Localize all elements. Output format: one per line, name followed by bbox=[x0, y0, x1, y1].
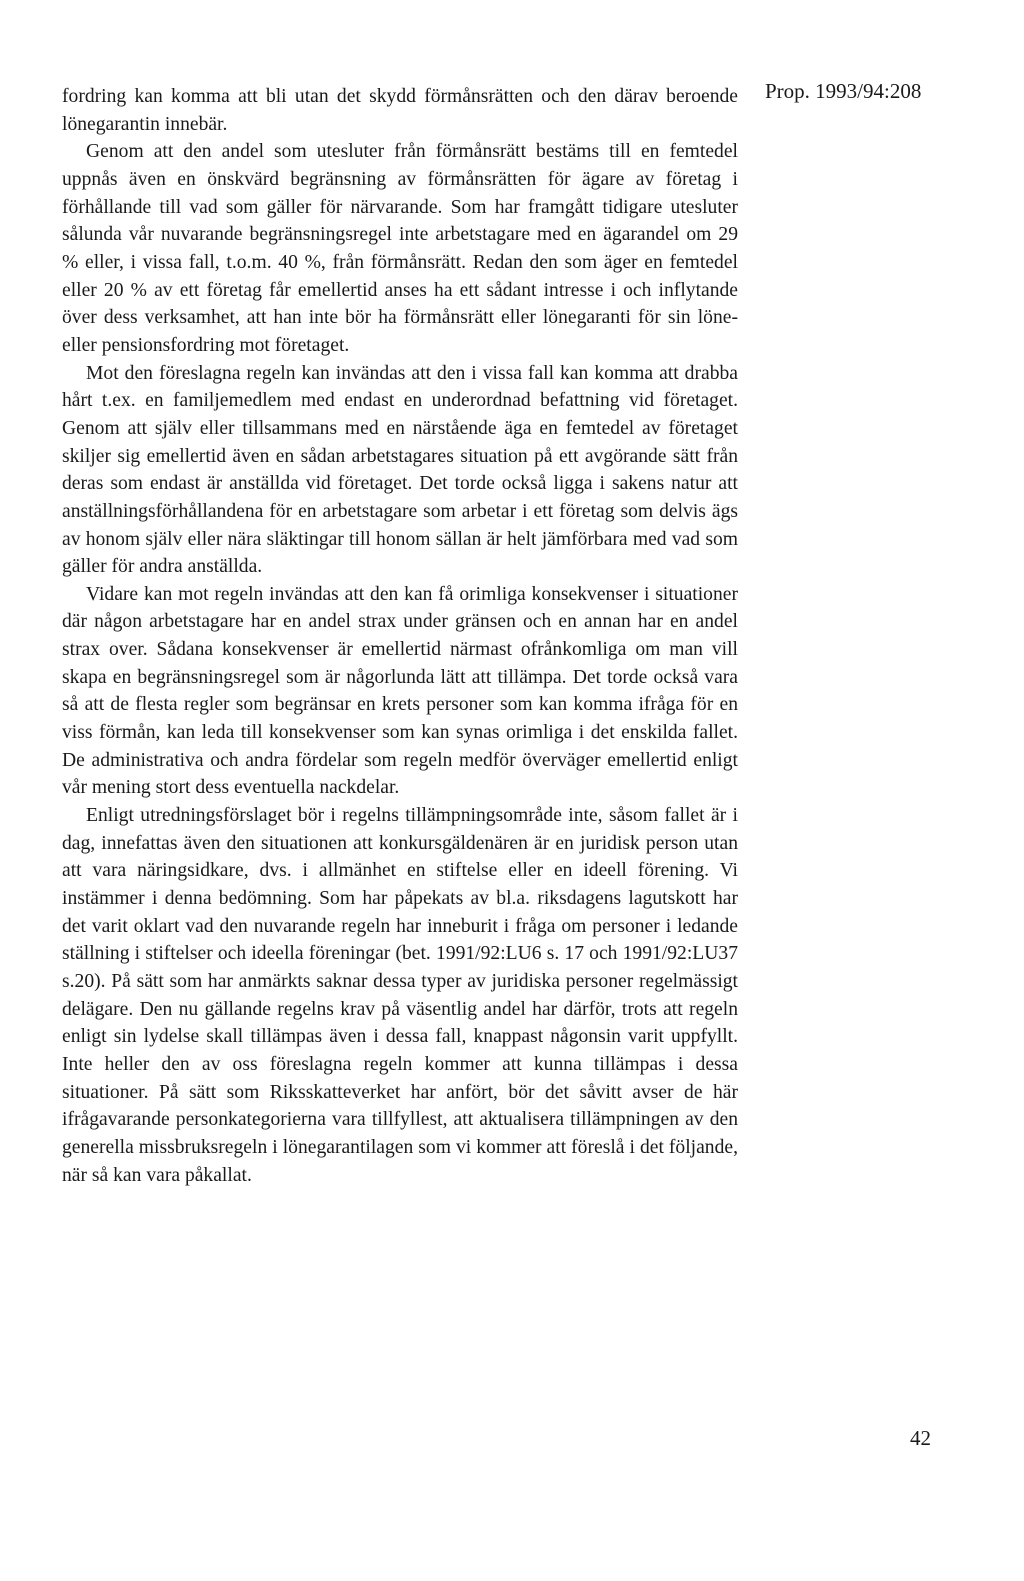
proposition-reference: Prop. 1993/94:208 bbox=[765, 79, 922, 103]
paragraph: Mot den föreslagna regeln kan invändas att den i vissa fall kan komma att drabba hårt t.ex. en familjemedlem med endast en underordnad befattning vid företaget. Genom att själv eller tillsammans med en närstående äga en femtedel av företaget skiljer sig emellertid även en sådan arbetstagares situation på ett avgörande sätt från deras som endast är anställda vid företaget. Det torde också ligga i sakens natur att anställningsförhållandena för en arbetstagare som arbetar i ett företag som delvis ägs av honom själv eller nära släktingar till honom sällan är helt jämförbara med vad som gäller för andra anställda. bbox=[62, 362, 738, 578]
paragraph: Genom att den andel som utesluter från förmånsrätt bestäms till en femtedel uppnås även en önskvärd begränsning av förmånsrätten för ägare av företag i förhållande till vad som gäller för närvarande. Som har framgått tidigare utesluter sålunda vår nuvarande begränsningsregel inte arbetstagare med en ägarandel om 29 % eller, i vissa fall, t.o.m. 40 %, från förmånsrätt. Redan den som äger en femtedel eller 20 % av ett företag får emellertid anses ha ett sådant intresse i och inflytande över dess verksamhet, att han inte bör ha förmånsrätt eller lönegaranti för sin löne- eller pensionsfordring mot företaget. bbox=[62, 141, 738, 356]
body-text bbox=[62, 83, 738, 1189]
paragraph: Enligt utredningsförslaget bör i regelns tillämpningsområde inte, såsom fallet är i dag, innefattas även den situationen att konkursgäldenären är en juridisk person utan att vara näringsidkare, dvs. i allmänhet en stiftelse eller en ideell förening. Vi instämmer i denna bedömning. Som har påpekats av bl.a. riksdagens lagutskott har det varit oklart vad den nuvarande regeln har inneburit i fråga om personer i ledande ställning i stiftelser och ideella föreningar (bet. 1991/92:LU6 s. 17 och 1991/92:LU37 s.20). På sätt som har anmärkts saknar dessa typer av juridiska personer regelmässigt delägare. Den nu gällande regelns krav på väsentlig andel har därför, trots att regeln enligt sin lydelse skall tillämpas även i dessa fall, knappast någonsin varit uppfyllt. Inte heller den av oss föreslagna regeln kommer att kunna tillämpas i dessa situationer. På sätt som Riksskatteverket har anfört, bör det såvitt avser de här ifrågavarande personkategorierna vara tillfyllest, att aktualisera tillämpningen av den generella missbruksregeln i lönegarantilagen som vi kommer att föreslå i det följande, när så kan vara påkallat. bbox=[62, 805, 738, 1186]
paragraph: fordring kan komma att bli utan det skydd förmånsrätten och den därav beroende lönegarantin innebär. bbox=[62, 86, 738, 135]
paragraph: Vidare kan mot regeln invändas att den kan få orimliga konsekvenser i situationer där någon arbetstagare har en andel strax under gränsen och en annan har en andel strax over. Sådana konsekvenser är emellertid närmast ofrånkomliga om man vill skapa en begränsningsregel som är någorlunda lätt att tillämpa. Det torde också vara så att de flesta regler som begränsar en krets personer som kan komma ifråga för en viss förmån, kan leda till konsekvenser som kan synas orimliga i det enskilda fallet. De administrativa och andra fördelar som regeln medför överväger emellertid enligt vår mening stort dess eventuella nackdelar. bbox=[62, 583, 738, 799]
page-number: 42 bbox=[910, 1426, 931, 1450]
